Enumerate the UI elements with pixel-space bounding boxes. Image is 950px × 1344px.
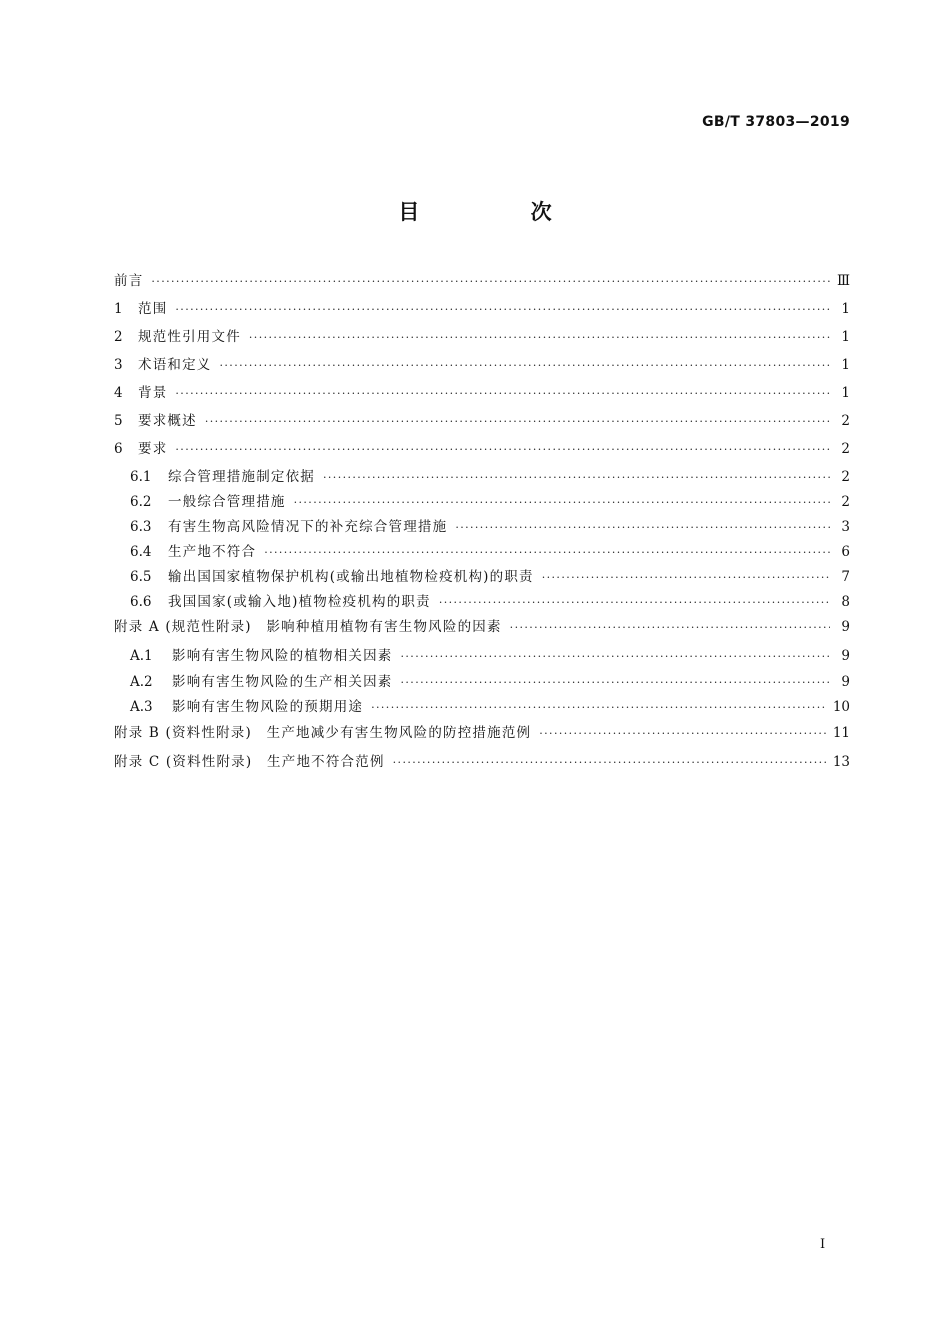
toc-entry-page: 2 — [841, 413, 850, 429]
toc-entry-page: 10 — [832, 699, 850, 715]
toc-entry-page: 7 — [841, 569, 850, 585]
toc-entry[interactable] — [114, 328, 850, 356]
toc-dot-leader — [175, 385, 830, 403]
toc-entry-title: 一般综合管理措施 — [168, 494, 286, 510]
toc-entry[interactable] — [114, 647, 850, 673]
toc-entry[interactable] — [114, 618, 850, 647]
toc-entry-number: A.1 — [130, 648, 153, 664]
toc-entry-number: 1 — [114, 301, 123, 317]
toc-dot-leader — [510, 619, 830, 637]
toc-entry-title: 规范性引用文件 — [138, 329, 241, 345]
toc-entry[interactable] — [114, 698, 850, 724]
toc-entry-number: 6 — [114, 441, 123, 457]
toc-entry-title: 生产地不符合 — [168, 544, 257, 560]
toc-entry-title: 术语和定义 — [138, 357, 212, 373]
toc-entry[interactable] — [114, 593, 850, 618]
toc-dot-leader — [439, 594, 830, 612]
toc-dot-leader — [542, 569, 830, 587]
toc-entry-title: 要求概述 — [138, 413, 197, 429]
toc-entry-page: 9 — [841, 673, 850, 690]
toc-entry[interactable] — [114, 673, 850, 699]
toc-dot-leader — [294, 494, 830, 512]
toc-entry-number: 6.4 — [130, 544, 152, 560]
toc-entry-number: 4 — [114, 385, 123, 401]
toc-entry[interactable] — [114, 440, 850, 468]
toc-entry[interactable] — [114, 493, 850, 518]
toc-entry-number: 6.1 — [130, 469, 152, 485]
toc-entry-number: 5 — [114, 413, 123, 429]
toc-dot-leader — [539, 725, 827, 743]
toc-entry-page: 2 — [841, 469, 850, 485]
toc-entry-number: 6.5 — [130, 569, 152, 585]
toc-entry[interactable] — [114, 468, 850, 493]
toc-dot-leader — [205, 413, 830, 431]
toc-dot-leader — [323, 469, 830, 487]
toc-entry-title: 要求 — [138, 441, 168, 457]
toc-entry-title: 影响有害生物风险的预期用途 — [172, 699, 364, 715]
toc-entry[interactable] — [114, 272, 850, 300]
toc-entry-title: 背景 — [138, 385, 168, 401]
toc-entry-page: 1 — [841, 301, 850, 317]
toc-entry-page: Ⅲ — [836, 273, 850, 289]
toc-entry-page: 2 — [841, 441, 850, 457]
standard-number: GB/T 37803—2019 — [702, 114, 850, 130]
toc-entry-page: 9 — [841, 619, 850, 635]
toc-dot-leader — [249, 329, 830, 347]
toc-entry[interactable] — [114, 384, 850, 412]
toc-entry-number: 6.2 — [130, 494, 152, 510]
toc-dot-leader — [455, 519, 830, 537]
toc-dot-leader — [264, 544, 830, 562]
toc-entry[interactable] — [114, 543, 850, 568]
toc-entry[interactable] — [114, 356, 850, 384]
toc-entry[interactable] — [114, 518, 850, 543]
toc-dot-leader — [371, 699, 827, 717]
toc-entry-page: 8 — [841, 594, 850, 610]
toc-dot-leader — [175, 441, 830, 459]
page-number: I — [820, 1237, 826, 1252]
page-title: 目 次 — [398, 200, 604, 224]
toc-entry[interactable] — [114, 568, 850, 593]
toc-entry-number: 3 — [114, 357, 123, 373]
toc-dot-leader — [175, 301, 830, 319]
toc-entry-title: 范围 — [138, 301, 168, 317]
toc-entry-page: 1 — [841, 385, 850, 401]
toc-entry-page: 3 — [841, 519, 850, 535]
toc-entry[interactable] — [114, 753, 850, 782]
toc-entry-title: 影响有害生物风险的植物相关因素 — [172, 648, 393, 664]
toc-entry-title: 前言 — [114, 273, 144, 289]
toc-dot-leader — [401, 648, 831, 666]
toc-entry-page: 13 — [832, 753, 850, 770]
toc-entry-number: 6.6 — [130, 594, 152, 610]
toc-entry-page: 2 — [841, 494, 850, 510]
toc-entry-title: 我国国家(或输入地)植物检疫机构的职责 — [168, 594, 431, 610]
toc-entry-page: 6 — [841, 544, 850, 560]
toc-entry-number: A.2 — [130, 673, 153, 690]
table-of-contents — [114, 272, 850, 782]
toc-entry-number: 6.3 — [130, 519, 152, 535]
toc-entry-title: 影响有害生物风险的生产相关因素 — [172, 673, 393, 690]
toc-entry-number: A.3 — [130, 699, 153, 715]
toc-entry-title: 附录 C (资料性附录) 生产地不符合范例 — [114, 753, 385, 770]
toc-entry[interactable] — [114, 300, 850, 328]
toc-dot-leader — [393, 754, 827, 772]
toc-entry-title: 输出国国家植物保护机构(或输出地植物检疫机构)的职责 — [168, 569, 534, 585]
toc-entry-page: 1 — [841, 329, 850, 345]
toc-entry[interactable] — [114, 412, 850, 440]
toc-entry-page: 11 — [832, 724, 850, 741]
toc-entry-page: 9 — [841, 648, 850, 664]
toc-entry-number: 2 — [114, 329, 123, 345]
toc-entry-title: 有害生物高风险情况下的补充综合管理措施 — [168, 519, 448, 535]
toc-entry[interactable] — [114, 724, 850, 753]
toc-dot-leader — [151, 273, 830, 291]
toc-entry-title: 附录 B (资料性附录) 生产地减少有害生物风险的防控措施范例 — [114, 724, 532, 741]
toc-entry-title: 附录 A (规范性附录) 影响种植用植物有害生物风险的因素 — [114, 619, 502, 635]
toc-entry-title: 综合管理措施制定依据 — [168, 469, 315, 485]
toc-dot-leader — [401, 674, 831, 692]
toc-dot-leader — [220, 357, 831, 375]
toc-entry-page: 1 — [841, 357, 850, 373]
